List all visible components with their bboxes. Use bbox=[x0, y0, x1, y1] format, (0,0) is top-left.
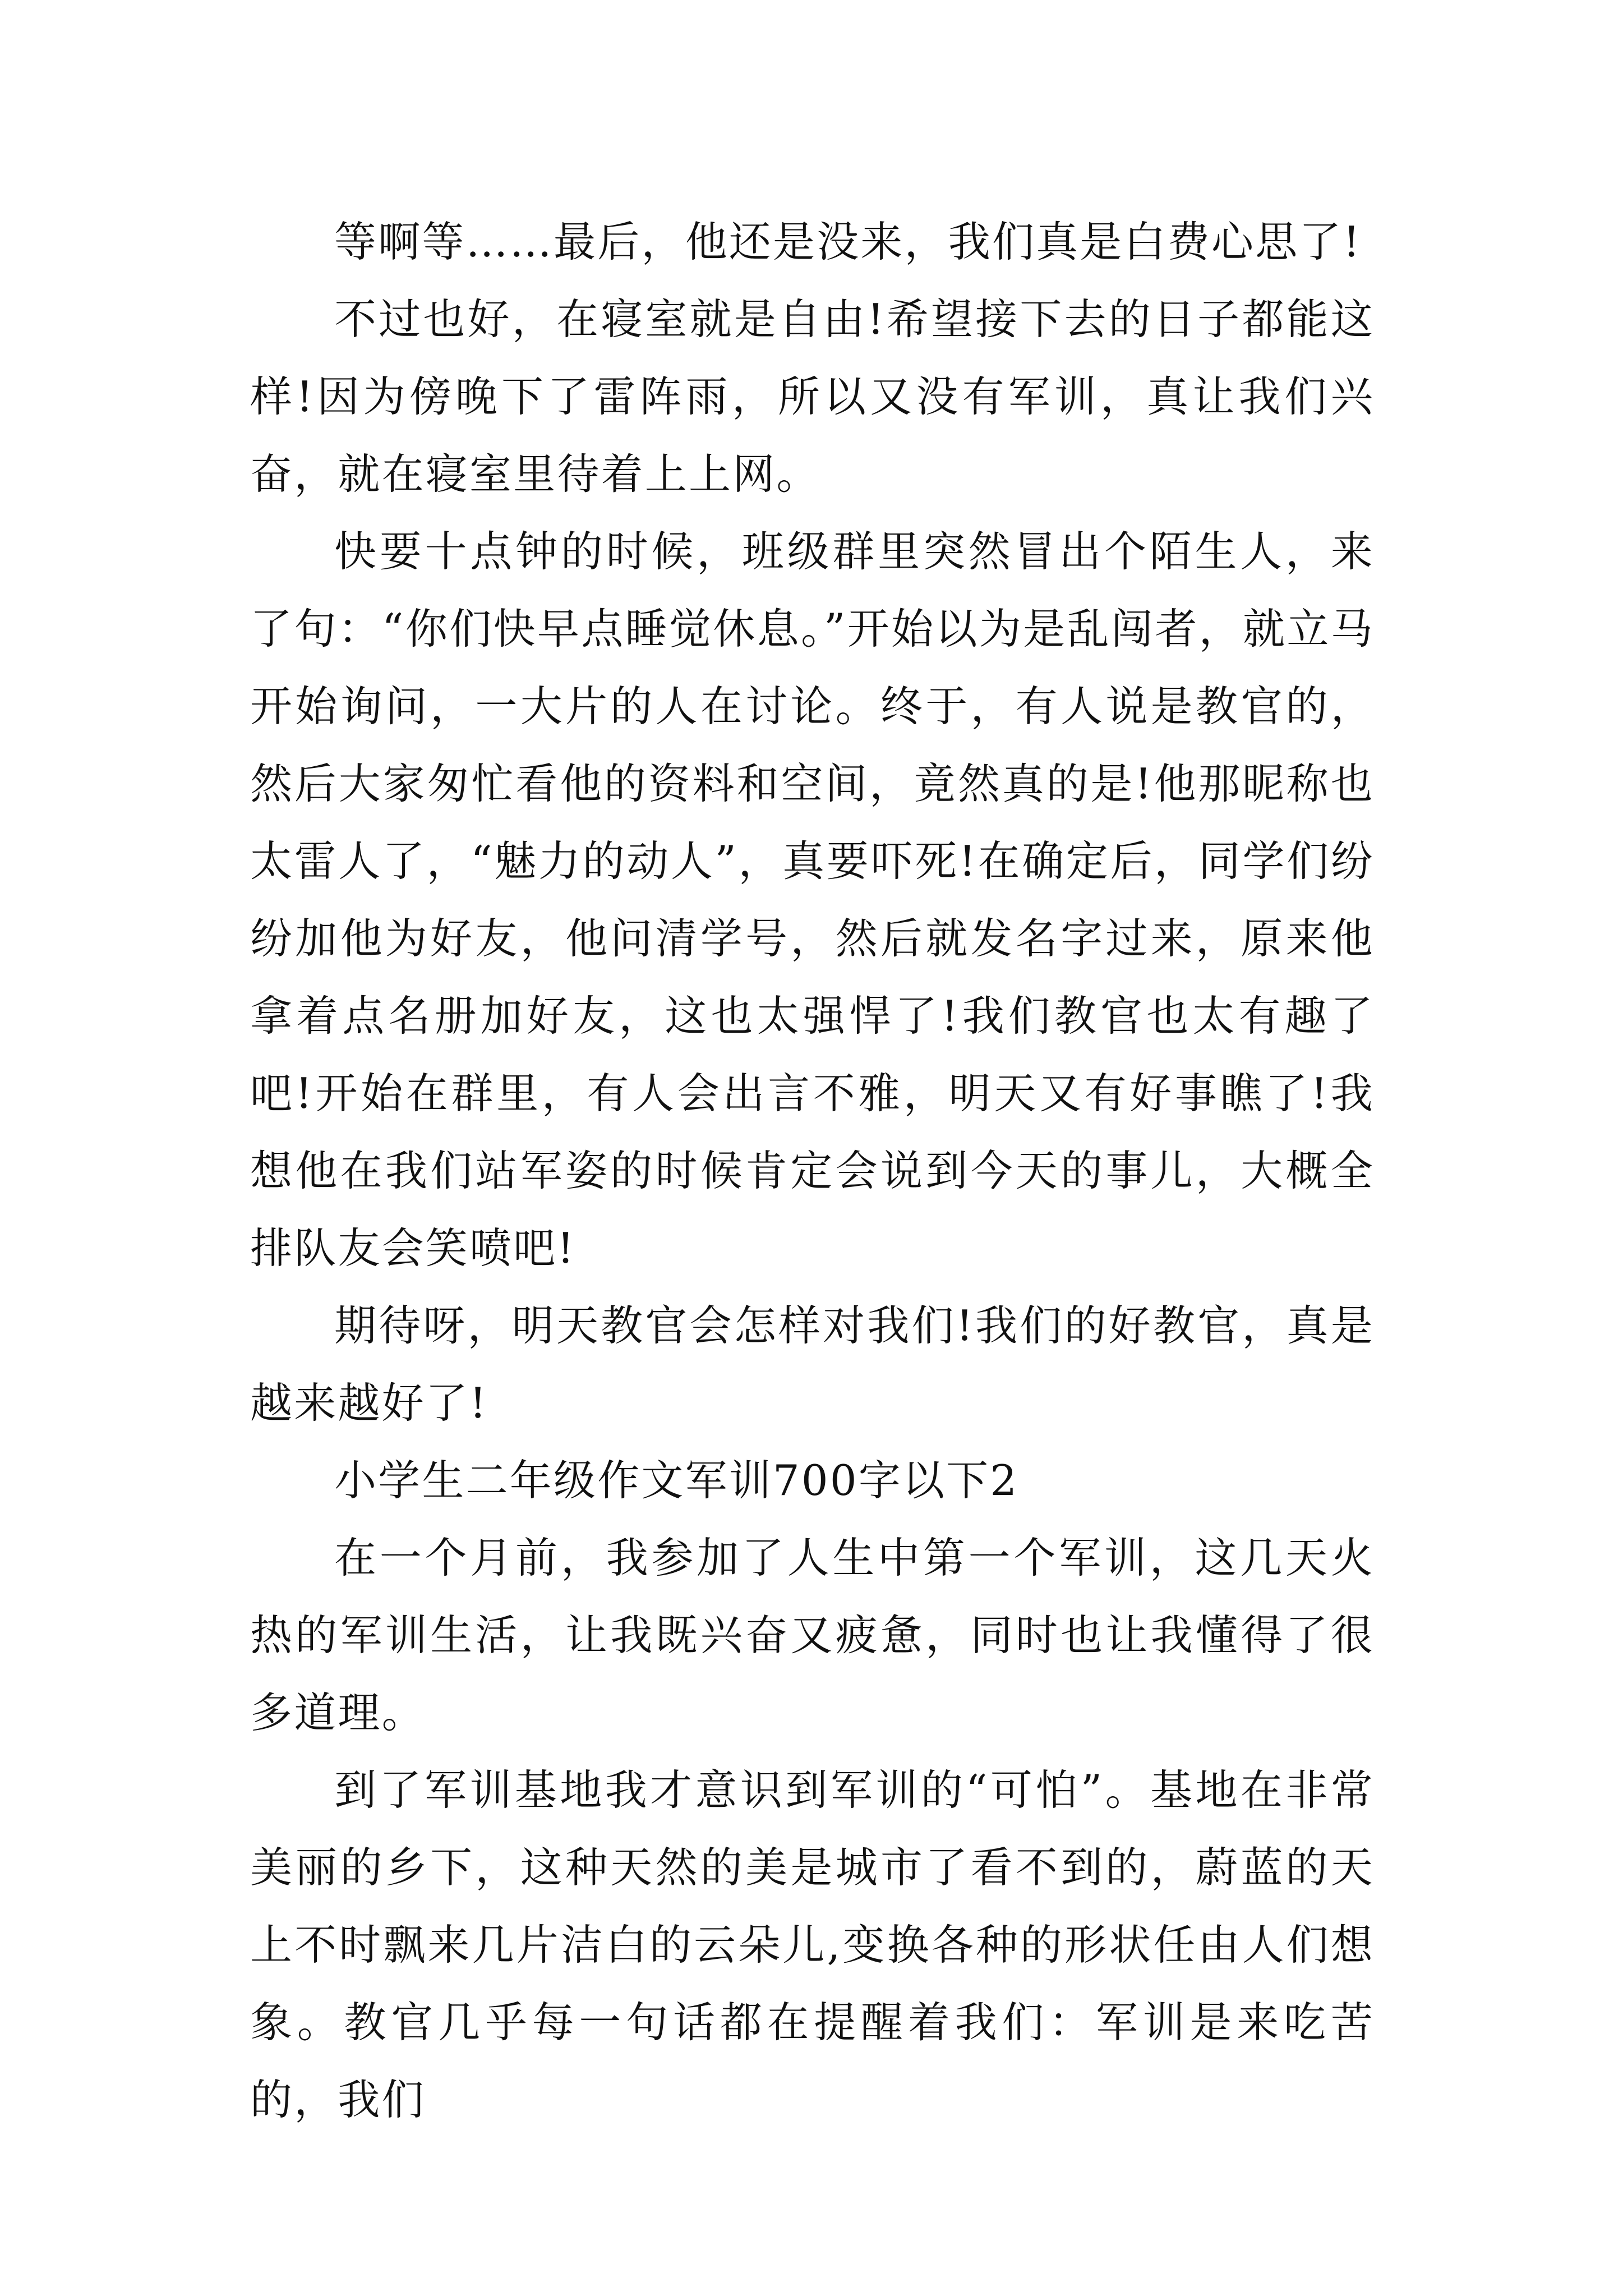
paragraph: 不过也好，在寝室就是自由!希望接下去的日子都能这样!因为傍晚下了雷阵雨，所以又没有军训，真让我们兴奋，就在寝室里待着上上网。 bbox=[250, 295, 1375, 499]
section-title: 小学生二年级作文军训700字以下2 bbox=[334, 1456, 1019, 1505]
paragraph: 快要十点钟的时候，班级群里突然冒出个陌生人，来了句：“你们快早点睡觉休息。”开始以为是乱闯者，就立马开始询问，一大片的人在讨论。终于，有人说是教官的，然后大家匆忙看他的资料和空间，竟然真的是!他那昵称也太雷人了，“魅力的动人”，真要吓死!在确定后，同学们纷纷加他为好友，他问清学号，然后就发名字过来，原来他拿着点名册加好友，这也太强悍了!我们教官也太有趣了吧!开始在群里，有人会出言不雅，明天又有好事瞧了!我想他在我们站军姿的时候肯定会说到今天的事儿，大概全排队友会笑喷吧! bbox=[250, 527, 1375, 1273]
document-body bbox=[250, 203, 1375, 2138]
paragraph: 期待呀，明天教官会怎样对我们!我们的好教官，真是越来越好了! bbox=[250, 1301, 1375, 1428]
paragraph: 到了军训基地我才意识到军训的“可怕”。基地在非常美丽的乡下，这种天然的美是城市了看不到的，蔚蓝的天上不时飘来几片洁白的云朵儿,变换各种的形状任由人们想象。教官几乎每一句话都在提醒着我们：军训是来吃苦的，我们 bbox=[250, 1765, 1375, 2124]
paragraph: 在一个月前，我参加了人生中第一个军训，这几天火热的军训生活，让我既兴奋又疲惫，同时也让我懂得了很多道理。 bbox=[250, 1533, 1375, 1737]
paragraph: 等啊等……最后，他还是没来，我们真是白费心思了! bbox=[334, 217, 1362, 266]
